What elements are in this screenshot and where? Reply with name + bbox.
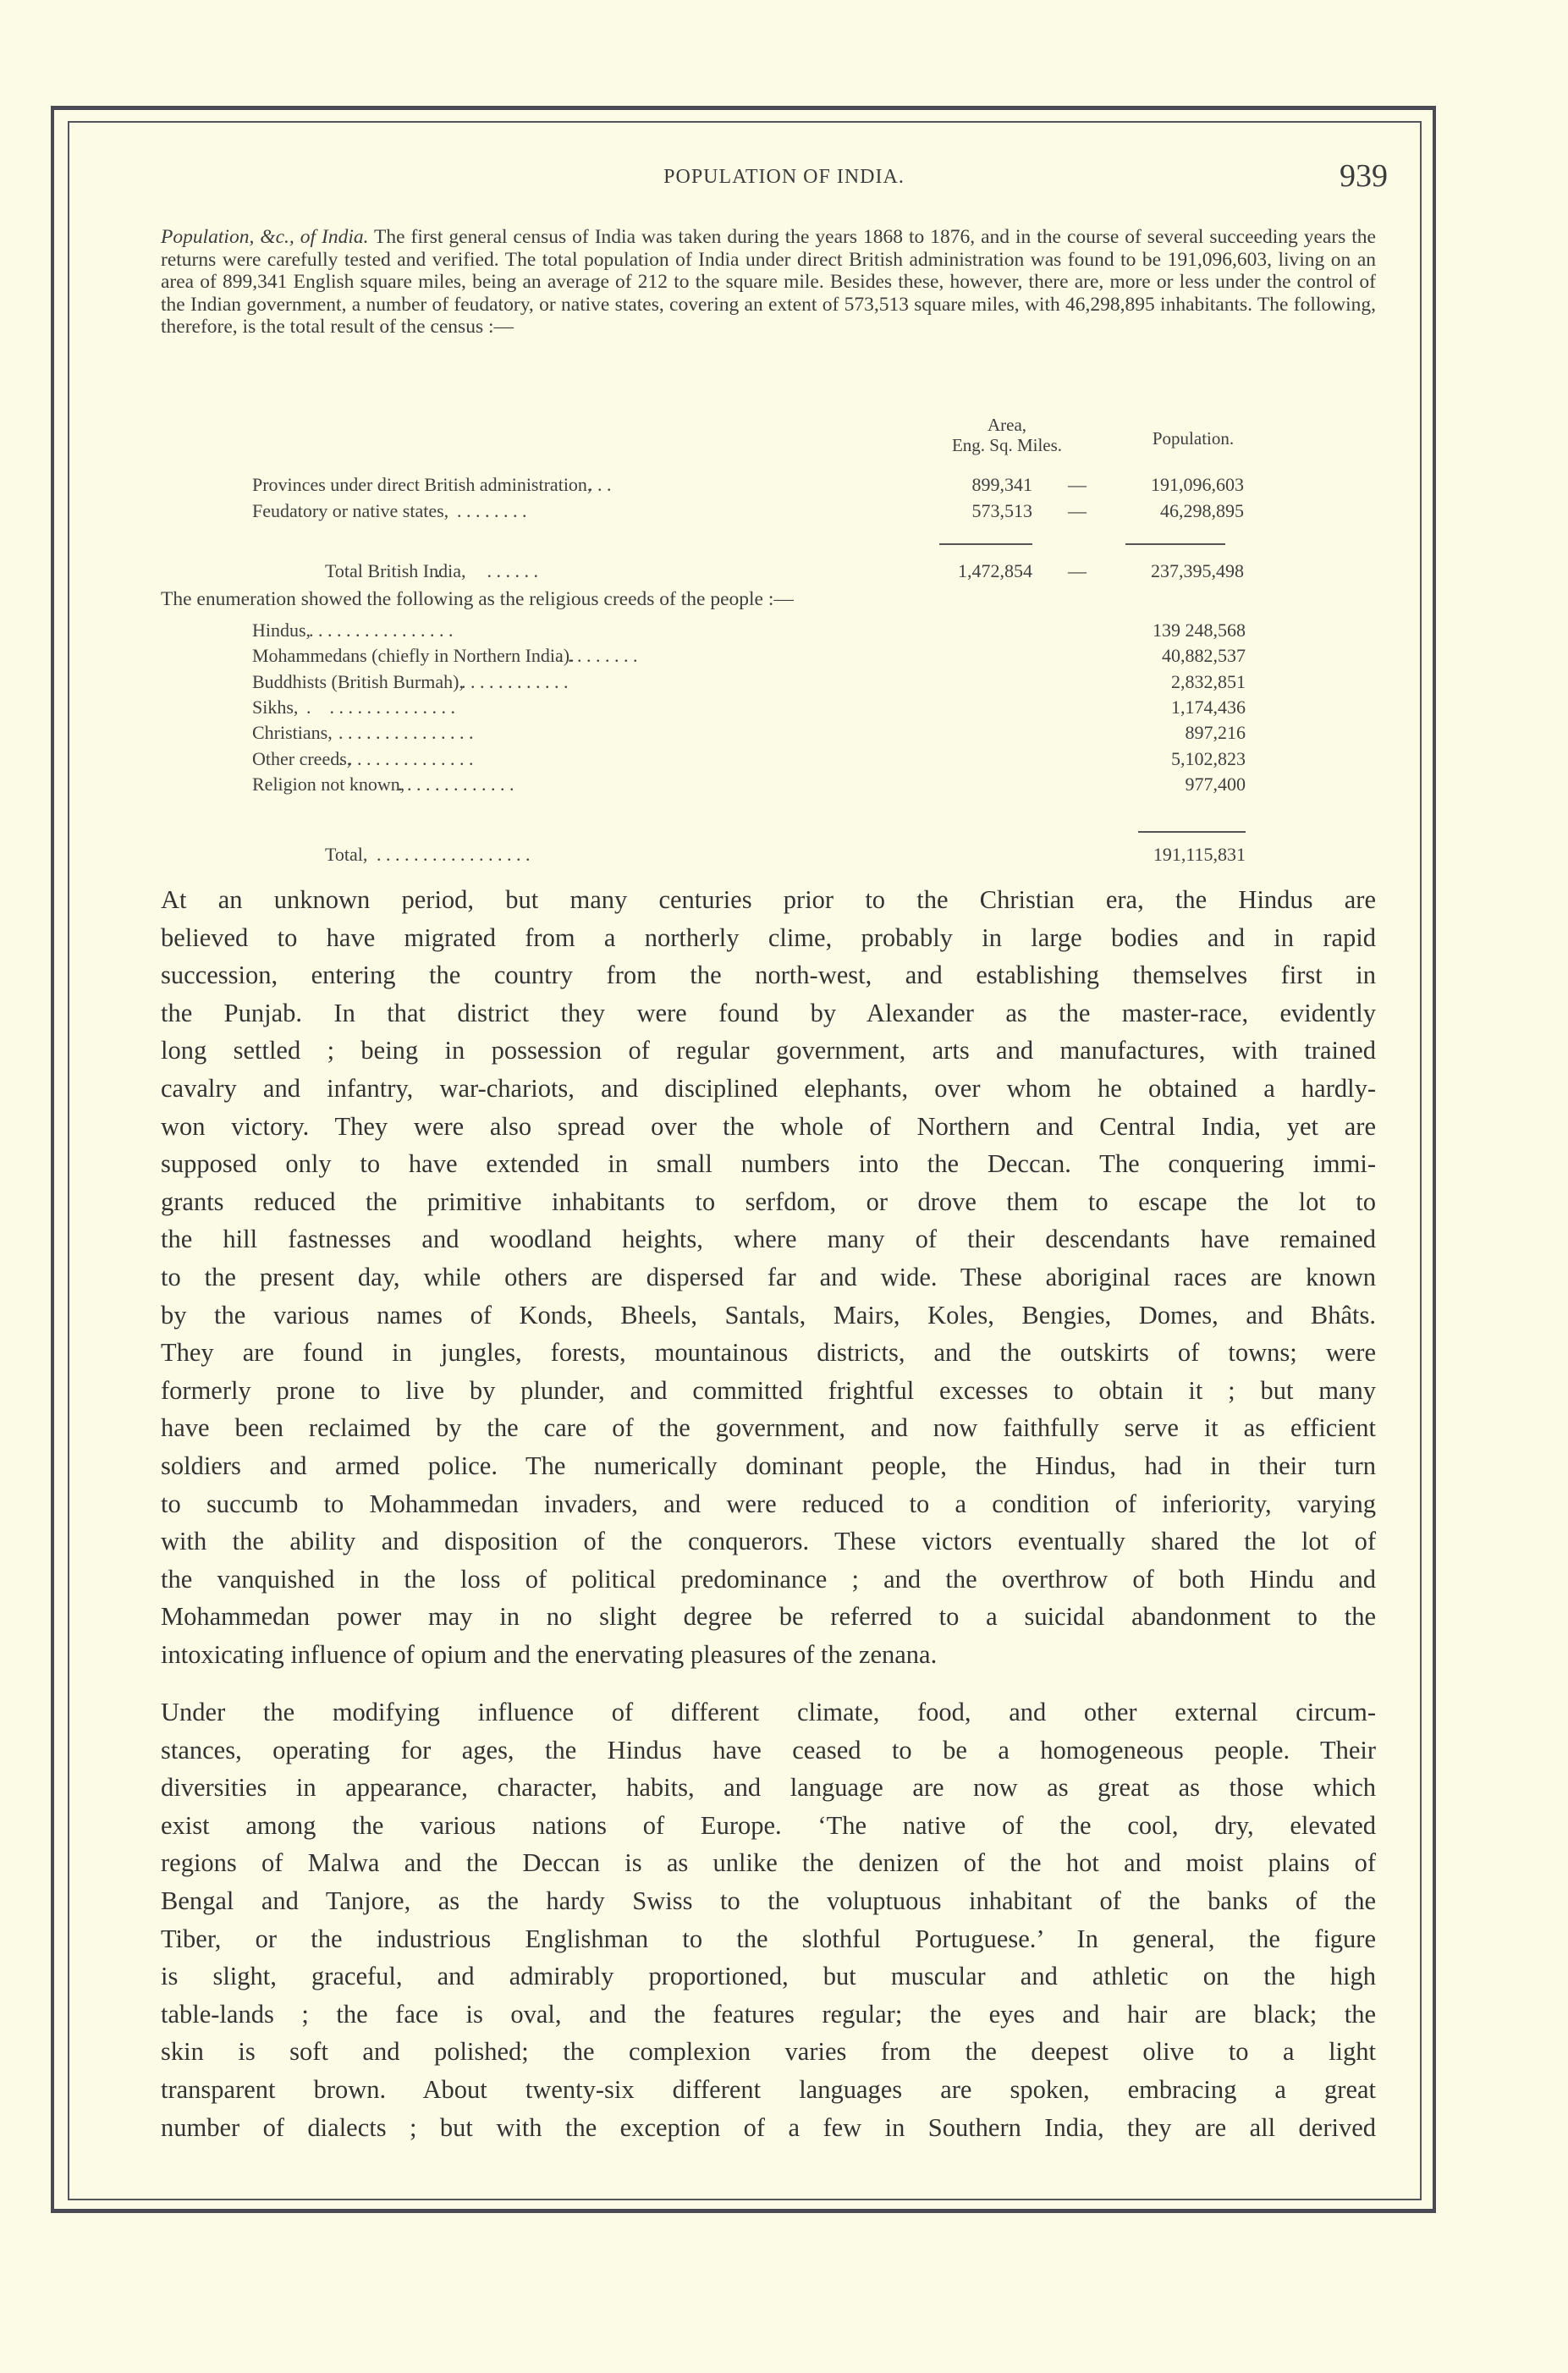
text-line: the Punjab. In that district they were found by Alexander as the master-race, evidently <box>161 998 1376 1027</box>
text-line: They are found in jungles, forests, mountainous districts, and the outskirts of towns; were <box>161 1338 1376 1368</box>
religion-value: 2,832,851 <box>1171 671 1246 692</box>
text-line: soldiers and armed police. The numerically dominant people, the Hindus, had in their turn <box>161 1451 1376 1480</box>
population-value: 46,298,895 <box>1160 500 1244 521</box>
religion-total: 191,115,831 <box>1153 844 1246 865</box>
leader-dots: . . . . . . . . . . . . . <box>398 774 514 795</box>
population-sum-rule <box>1125 543 1225 545</box>
text-line: formerly prone to live by plunder, and committed frightful excesses to obtain it ; but many <box>161 1375 1376 1405</box>
body-paragraph-2 <box>161 1693 1376 2146</box>
row-label: Provinces under direct British administration, <box>252 474 592 495</box>
intro-lead: Population, &c., of India. <box>161 226 369 248</box>
leader-dots: . . . . . . . . . . . . . . . <box>306 696 455 718</box>
leader-dots: . . . . . . . <box>436 560 538 581</box>
text-line: regions of Malwa and the Deccan is as unlike the denizen of the hot and moist plains of <box>161 1848 1376 1878</box>
running-head: POPULATION OF INDIA. <box>663 166 905 188</box>
text-line: Bengal and Tanjore, as the hardy Swiss to the voluptuous inhabitant of the banks of the <box>161 1886 1376 1915</box>
religion-value: 40,882,537 <box>1162 645 1246 666</box>
row-label: Buddhists (British Burmah), <box>252 671 464 692</box>
text-line: table-lands ; the face is oval, and the features regular; the eyes and hair are black; the <box>161 1999 1376 2029</box>
religion-value: 139 248,568 <box>1153 619 1246 641</box>
text-line: won victory. They were also spread over the whole of Northern and Central India, yet are <box>161 1111 1376 1141</box>
leader-dots: . . . <box>588 474 612 495</box>
text-line: At an unknown period, but many centuries prior to the Christian era, the Hindus are <box>161 885 1376 914</box>
religion-value: 897,216 <box>1185 722 1246 743</box>
leader-dots: . . . . . . . . . . . . . . . <box>338 722 474 743</box>
leader-dots: . . . . . . . . . . . . . . . <box>338 748 474 769</box>
religion-sum-rule <box>1138 831 1246 833</box>
text-line: is slight, graceful, and admirably proportioned, but muscular and athletic on the high <box>161 1962 1376 1991</box>
row-label: Other creeds, <box>252 748 352 769</box>
row-label: Mohammedans (chiefly in Northern India). <box>252 645 575 666</box>
leader-dots: . . . . . . . . . . . . <box>461 671 569 692</box>
text-line: to succumb to Mohammedan invaders, and were reduced to a condition of inferiority, varying <box>161 1489 1376 1518</box>
text-line: grants reduced the primitive inhabitants to serfdom, or drove them to escape the lot to <box>161 1186 1376 1216</box>
separator-dash: — <box>1068 560 1087 581</box>
area-total: 1,472,854 <box>958 560 1032 581</box>
text-line: intoxicating influence of opium and the enervating pleasures of the zenana. <box>161 1639 938 1669</box>
row-label: Christians, <box>252 722 333 743</box>
text-line: by the various names of Konds, Bheels, Santals, Mairs, Koles, Bengies, Domes, and Bhâts. <box>161 1300 1376 1330</box>
text-line: stances, operating for ages, the Hindus have ceased to be a homogeneous people. Their <box>161 1735 1376 1765</box>
text-line: to the present day, while others are dispersed far and wide. These aboriginal races are known <box>161 1262 1376 1291</box>
text-line: Mohammedan power may in no slight degree be referred to a suicidal abandonment to the <box>161 1602 1376 1632</box>
text-line: the hill fastnesses and woodland heights, where many of their descendants have remained <box>161 1225 1376 1254</box>
text-line: the vanquished in the loss of political predominance ; and the overthrow of both Hindu and <box>161 1564 1376 1594</box>
text-line: long settled ; being in possession of regular government, arts and manufactures, with trained <box>161 1036 1376 1065</box>
total-label: Total British India, <box>325 560 466 581</box>
row-label: Sikhs, <box>252 696 299 718</box>
religion-value: 1,174,436 <box>1171 696 1246 718</box>
leader-dots: . . . . . . . . . <box>558 645 638 666</box>
area-value: 899,341 <box>971 474 1032 495</box>
text-line: supposed only to have extended in small numbers into the Deccan. The conquering immi- <box>161 1149 1376 1179</box>
separator-dash: — <box>1068 500 1087 521</box>
text-line: number of dialects ; but with the exception of a few in Southern India, they are all derived <box>161 2112 1376 2142</box>
row-label: Religion not known, <box>252 774 405 795</box>
row-label: Hindus, <box>252 619 311 641</box>
religion-value: 977,400 <box>1185 774 1246 795</box>
separator-dash: — <box>1068 474 1087 495</box>
intro-paragraph <box>161 226 1376 339</box>
col-population: Population. <box>1152 428 1235 449</box>
col-area-line1: Area, <box>987 415 1027 435</box>
text-line: transparent brown. About twenty-six different languages are spoken, embracing a great <box>161 2074 1376 2104</box>
total-label: Total, <box>325 844 368 865</box>
intro-text: The first general census of India was taken during the years 1868 to 1876, and in the course of several succeeding years the returns were carefully tested and verified. The total population of India under direct British administration was found to be 191,096,603, living on an area of 899,341 English square miles, being an average of 212 to the square mile. Besides these, however, there are, more or less under the control of the Indian government, a number of feudatory, or native states, covering an extent of 573,513 square miles, with 46,298,895 inhabitants. The following, therefore, is the total result of the census :— <box>161 226 1376 338</box>
religion-intro: The enumeration showed the following as the religious creeds of the people :— <box>161 588 794 610</box>
text-line: with the ability and disposition of the conquerors. These victors eventually shared the lot of <box>161 1527 1376 1556</box>
leader-dots: . . . . . . . . . . . . . . . . <box>309 619 454 641</box>
text-line: Under the modifying influence of different climate, food, and other external circum- <box>161 1698 1376 1726</box>
body-paragraph-1 <box>161 881 1376 1673</box>
population-total: 237,395,498 <box>1151 560 1244 581</box>
text-line: Tiber, or the industrious Englishman to the slothful Portuguese.’ In general, the figure <box>161 1924 1376 1953</box>
row-label: Feudatory or native states, <box>252 500 449 521</box>
leader-dots: . . . . . . . . <box>457 500 527 521</box>
area-value: 573,513 <box>971 500 1032 521</box>
text-line: have been reclaimed by the care of the government, and now faithfully serve it as efficient <box>161 1413 1376 1443</box>
area-sum-rule <box>939 543 1032 545</box>
text-line: cavalry and infantry, war-chariots, and disciplined elephants, over whom he obtained a hardly- <box>161 1073 1376 1103</box>
page-number: 939 <box>1340 158 1388 194</box>
text-line: skin is soft and polished; the complexion varies from the deepest olive to a light <box>161 2037 1376 2067</box>
religion-value: 5,102,823 <box>1171 748 1246 769</box>
text-line: diversities in appearance, character, habits, and language are now as great as those which <box>161 1773 1376 1803</box>
text-line: succession, entering the country from the north-west, and establishing themselves first in <box>161 961 1376 990</box>
col-area-line2: Eng. Sq. Miles. <box>951 435 1063 455</box>
leader-dots: . . . . . . . . . . . . . . . . . <box>377 844 531 865</box>
text-line: exist among the various nations of Europe. ‘The native of the cool, dry, elevated <box>161 1810 1376 1840</box>
text-line: believed to have migrated from a northerly clime, probably in large bodies and in rapid <box>161 922 1376 952</box>
population-value: 191,096,603 <box>1151 474 1244 495</box>
